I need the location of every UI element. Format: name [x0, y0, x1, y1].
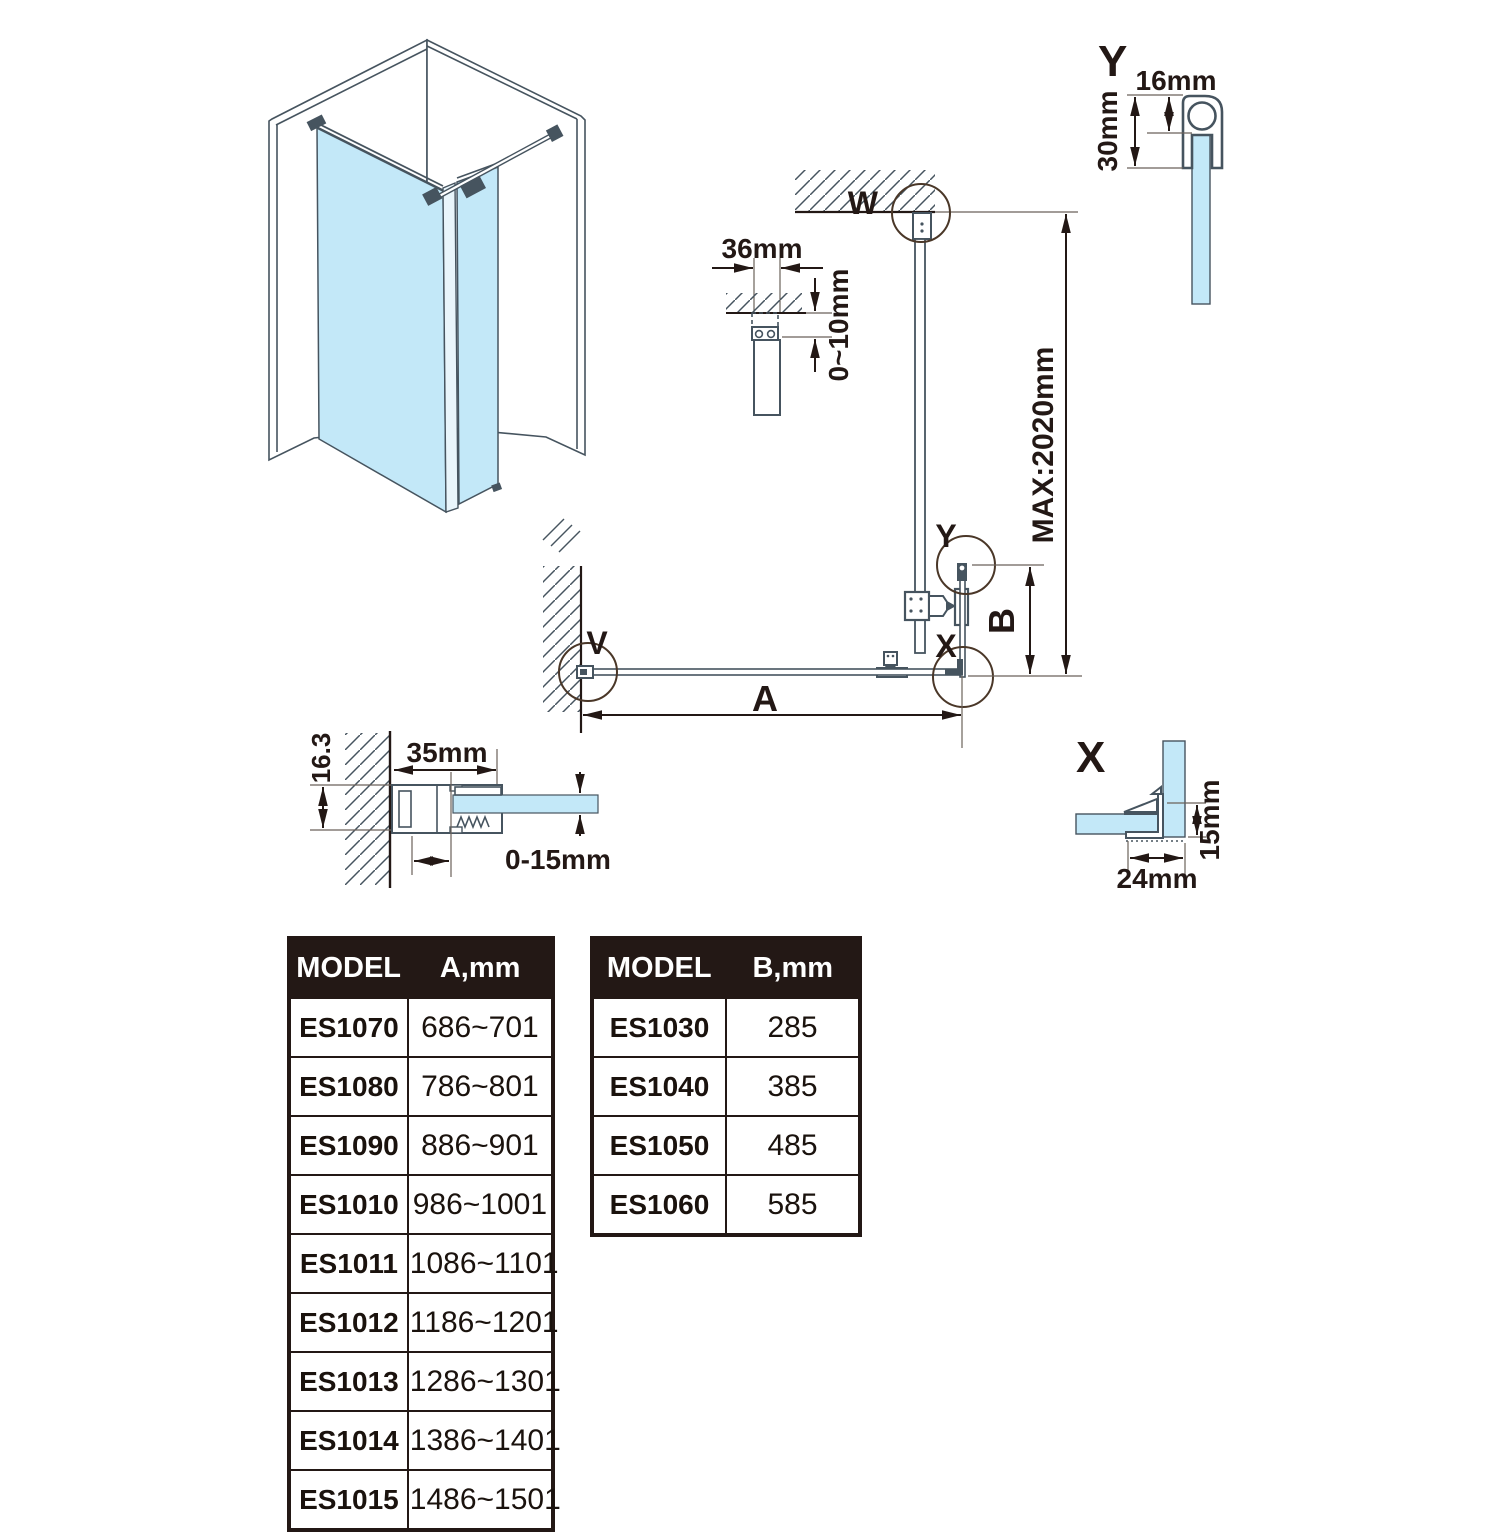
value-cell: 886~901 — [408, 1116, 553, 1175]
table-row — [592, 1116, 860, 1175]
table-row — [289, 998, 553, 1058]
table-row — [289, 1470, 553, 1530]
model-cell: ES1012 — [289, 1293, 408, 1352]
value-cell: 485 — [726, 1116, 860, 1175]
glass-strip-y — [1192, 134, 1210, 304]
value-cell: 1186~1201 — [408, 1293, 553, 1352]
value-cell: 285 — [726, 998, 860, 1058]
label-y: Y — [935, 518, 957, 554]
bar-section-circle — [1189, 103, 1216, 130]
wall-bracket-w — [913, 213, 931, 239]
column-header: B,mm — [726, 938, 860, 998]
glass-panel-main — [317, 127, 446, 512]
table-row — [289, 1352, 553, 1411]
table-header-row — [289, 938, 553, 998]
dim-a-label: A — [752, 678, 778, 719]
detail-y-title: Y — [1098, 37, 1128, 86]
value-cell: 1086~1101 — [408, 1234, 553, 1293]
model-cell: ES1090 — [289, 1116, 408, 1175]
table-row — [289, 1234, 553, 1293]
plan-view — [543, 170, 1082, 748]
model-cell: ES1060 — [592, 1175, 726, 1235]
model-cell: ES1030 — [592, 998, 726, 1058]
dim-24mm: 24mm — [1116, 863, 1198, 894]
dim-36mm: 36mm — [721, 233, 803, 264]
bar-connector-block — [905, 592, 929, 620]
bar-connector-jaw — [929, 596, 947, 616]
left-wall-hatch — [543, 566, 581, 712]
value-cell: 786~801 — [408, 1057, 553, 1116]
table-row — [289, 1057, 553, 1116]
table-row — [289, 1116, 553, 1175]
label-w: W — [847, 185, 878, 221]
bracket-detail — [712, 233, 854, 415]
model-cell: ES1040 — [592, 1057, 726, 1116]
dim-max-label: MAX:2020mm — [1027, 346, 1060, 544]
value-cell: 385 — [726, 1057, 860, 1116]
bar-foot-clamp — [884, 652, 897, 665]
model-cell: ES1011 — [289, 1234, 408, 1293]
value-cell: 1486~1501 — [408, 1470, 553, 1530]
table-header-row — [592, 938, 860, 998]
column-header: A,mm — [408, 938, 553, 998]
wall-hatch-v — [345, 733, 390, 885]
model-cell: ES1050 — [592, 1116, 726, 1175]
model-cell: ES1013 — [289, 1352, 408, 1411]
table-row — [289, 1293, 553, 1352]
column-header: MODEL — [289, 938, 408, 998]
column-header: MODEL — [592, 938, 726, 998]
dim-0-10mm: 0~10mm — [823, 268, 854, 382]
value-cell: 585 — [726, 1175, 860, 1235]
table-row — [592, 1057, 860, 1116]
label-x: X — [935, 628, 957, 664]
glass-panel-return — [457, 167, 498, 504]
dim-163: 16.3 — [306, 732, 336, 784]
value-cell: 686~701 — [408, 998, 553, 1058]
value-cell: 986~1001 — [408, 1175, 553, 1234]
label-v: V — [586, 625, 608, 661]
main-glass-plan — [583, 669, 962, 675]
model-cell: ES1014 — [289, 1411, 408, 1470]
value-cell: 1386~1401 — [408, 1411, 553, 1470]
model-cell: ES1080 — [289, 1057, 408, 1116]
dim-b-label: B — [981, 608, 1022, 634]
isometric-view — [269, 40, 585, 552]
model-cell: ES1015 — [289, 1470, 408, 1530]
glass-panel-edge — [443, 183, 458, 512]
glass-strip-v — [453, 795, 598, 813]
dim-15mm: 15mm — [1194, 779, 1225, 861]
table-row — [592, 1175, 860, 1235]
table-row — [289, 1411, 553, 1470]
table-row — [289, 1175, 553, 1234]
model-cell: ES1010 — [289, 1175, 408, 1234]
value-cell: 1286~1301 — [408, 1352, 553, 1411]
dim-16mm: 16mm — [1135, 65, 1217, 96]
wall-profile-detail — [306, 731, 611, 888]
glass-vertical-x — [1163, 741, 1185, 837]
dim-35mm: 35mm — [406, 737, 488, 768]
dim-015mm: 0-15mm — [505, 844, 611, 875]
dim-30mm: 30mm — [1092, 90, 1123, 172]
model-table-a — [287, 936, 561, 1532]
model-table-b — [590, 936, 862, 1237]
model-cell: ES1070 — [289, 998, 408, 1058]
detail-x-view — [1076, 733, 1225, 894]
detail-y-view — [1092, 37, 1222, 304]
table-row — [592, 998, 860, 1058]
detail-x-title: X — [1076, 733, 1106, 782]
